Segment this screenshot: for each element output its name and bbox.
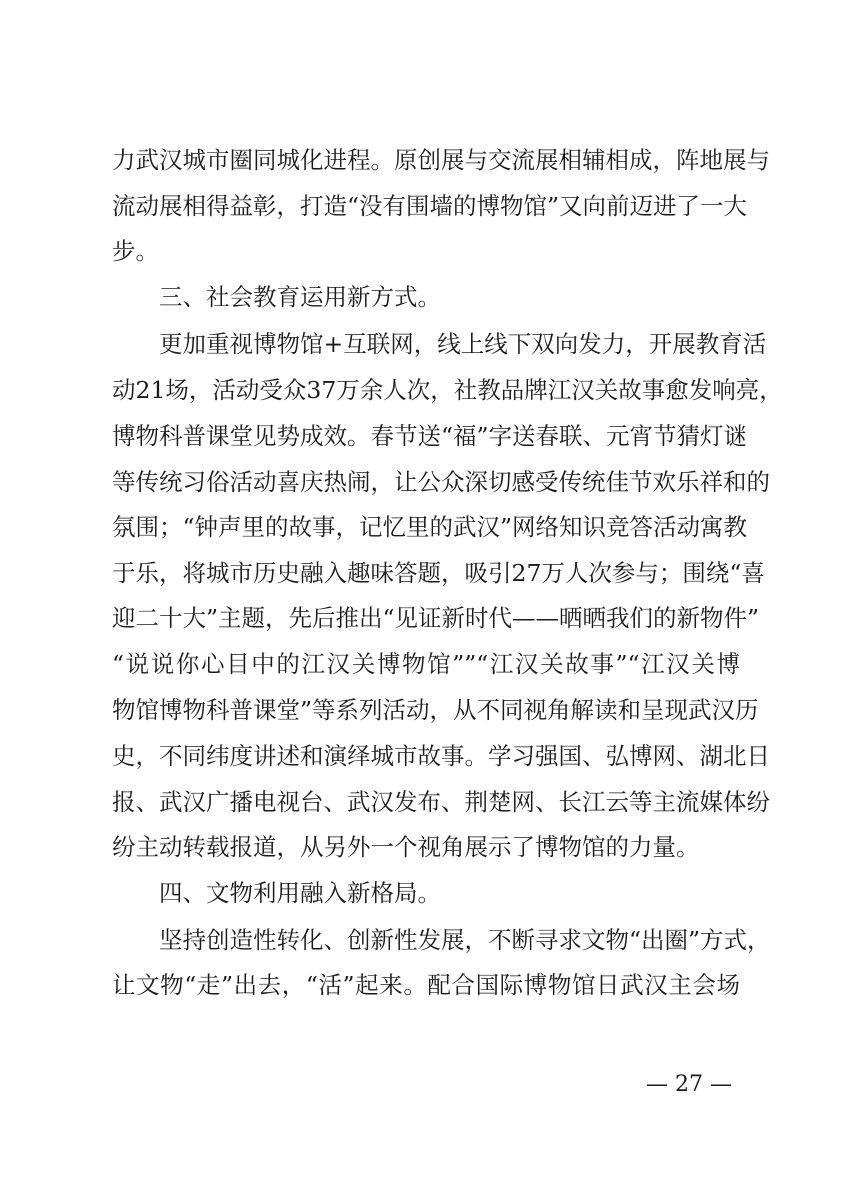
body-text-line: 纷主动转载报道，从另外一个视角展示了博物馆的力量。 (112, 833, 700, 861)
body-text-line: 流动展相得益彰，打造“没有围墙的博物馆”又向前迈进了一大 (112, 192, 748, 220)
body-text-line: “说说你心目中的江汉关博物馆””“江汉关故事”“江汉关博 (112, 650, 740, 678)
body-text-line: 力武汉城市圈同城化进程。原创展与交流展相辅相成，阵地展与 (112, 146, 770, 174)
body-text-line: 动21场，活动受众37万余人次，社教品牌江汉关故事愈发响亮， (112, 376, 783, 404)
body-text-line: 于乐，将城市历史融入趣味答题，吸引27万人次参与；围绕“喜 (112, 559, 765, 587)
body-text-line: 博物科普课堂见势成效。春节送“福”字送春联、元宵节猜灯谜 (112, 422, 748, 450)
body-text-line: 让文物“走”出去，“活”起来。配合国际博物馆日武汉主会场 (112, 971, 740, 999)
body-text-line: 报、武汉广播电视台、武汉发布、荆楚网、长江云等主流媒体纷 (112, 788, 770, 816)
body-text-line: 迎二十大”主题，先后推出“见证新时代——晒晒我们的新物件” (112, 604, 760, 632)
page-number: — 27 — (646, 1072, 732, 1097)
body-text-line: 等传统习俗活动喜庆热闹，让公众深切感受传统佳节欢乐祥和的 (112, 468, 770, 496)
section-heading: 三、社会教育运用新方式。 (159, 283, 441, 311)
body-text-line: 史，不同纬度讲述和演绎城市故事。学习强国、弘博网、湖北日 (112, 742, 770, 770)
body-text-line: 物馆博物科普课堂”等系列活动，从不同视角解读和呈现武汉历 (112, 696, 759, 724)
body-text-line: 坚持创造性转化、创新性发展，不断寻求文物“出圈”方式， (159, 926, 771, 954)
section-heading: 四、文物利用融入新格局。 (159, 879, 441, 907)
body-text-line: 氛围；“钟声里的故事，记忆里的武汉”网络知识竞答活动寓教 (112, 513, 748, 541)
body-text-line: 更加重视博物馆+互联网，线上线下双向发力，开展教育活 (159, 330, 767, 358)
body-text-line: 步。 (112, 237, 159, 265)
